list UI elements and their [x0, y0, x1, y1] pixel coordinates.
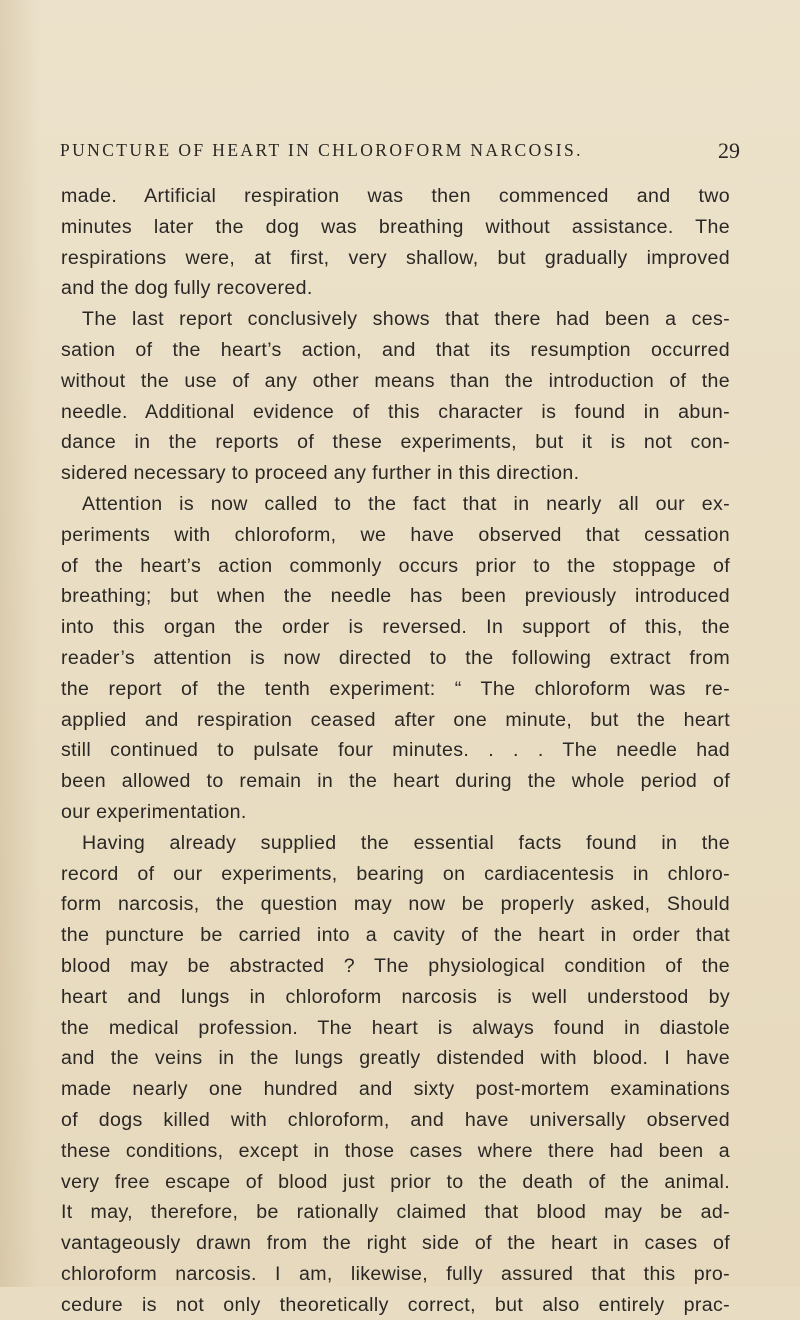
running-head: PUNCTURE OF HEART IN CHLOROFORM NARCOSIS.	[60, 140, 583, 160]
text-line: dance in the reports of these experiments, but it is not con-	[61, 431, 730, 454]
text-line: blood may be abstracted ? The physiological condition of the	[61, 954, 730, 977]
text-line: cedure is not only theoretically correct, but also entirely prac-	[61, 1293, 730, 1316]
text-line: periments with chloroform, we have observed that cessation	[61, 523, 730, 546]
text-line: breathing; but when the needle has been previously introduced	[61, 585, 730, 608]
text-line: heart and lungs in chloroform narcosis is well understood by	[61, 985, 730, 1008]
text-line: chloroform narcosis. I am, likewise, fully assured that this pro-	[61, 1262, 730, 1285]
text-line: reader’s attention is now directed to the following extract from	[61, 646, 730, 669]
text-line: very free escape of blood just prior to the death of the animal.	[61, 1170, 730, 1193]
text-line: still continued to pulsate four minutes. . . . The needle had	[61, 739, 730, 762]
text-line: made. Artificial respiration was then commenced and two	[61, 185, 730, 207]
text-line: made nearly one hundred and sixty post-mortem examinations	[61, 1078, 730, 1101]
page-number: 29	[718, 138, 740, 163]
text-line: of the heart’s action commonly occurs prior to the stoppage of	[61, 554, 730, 577]
text-line: been allowed to remain in the heart during the whole period of	[61, 770, 730, 793]
text-line: needle. Additional evidence of this character is found in abun-	[61, 400, 730, 423]
text-line: into this organ the order is reversed. In support of this, the	[61, 616, 730, 639]
text-line: without the use of any other means than the introduction of the	[61, 369, 730, 392]
text-line: The last report conclusively shows that there had been a ces-	[82, 308, 730, 331]
text-line: record of our experiments, bearing on cardiacentesis in chloro-	[61, 862, 730, 885]
page-header	[60, 140, 740, 170]
body-text	[61, 181, 730, 1320]
text-line: Having already supplied the essential facts found in the	[82, 831, 730, 854]
text-line: sidered necessary to proceed any further in this direction.	[61, 462, 580, 485]
text-line: and the dog fully recovered.	[61, 277, 313, 300]
text-line: of dogs killed with chloroform, and have universally observed	[61, 1108, 730, 1131]
text-line: the report of the tenth experiment: “ The chloroform was re-	[61, 677, 730, 700]
text-line: sation of the heart’s action, and that its resumption occurred	[61, 338, 730, 361]
text-line: vantageously drawn from the right side of the heart in cases of	[61, 1232, 730, 1255]
text-line: respirations were, at first, very shallow, but gradually improved	[61, 246, 730, 269]
text-line: our experimentation.	[61, 800, 247, 823]
text-line: minutes later the dog was breathing without assistance. The	[61, 215, 730, 238]
text-line: the medical profession. The heart is always found in diastole	[61, 1016, 730, 1039]
text-line: form narcosis, the question may now be properly asked, Should	[61, 893, 730, 916]
text-line: the puncture be carried into a cavity of the heart in order that	[61, 924, 730, 947]
text-line: and the veins in the lungs greatly distended with blood. I have	[61, 1047, 730, 1070]
text-line: applied and respiration ceased after one minute, but the heart	[61, 708, 730, 731]
text-line: these conditions, except in those cases where there had been a	[61, 1139, 730, 1162]
text-line: It may, therefore, be rationally claimed that blood may be ad-	[61, 1201, 730, 1224]
text-line: Attention is now called to the fact that in nearly all our ex-	[82, 492, 730, 515]
